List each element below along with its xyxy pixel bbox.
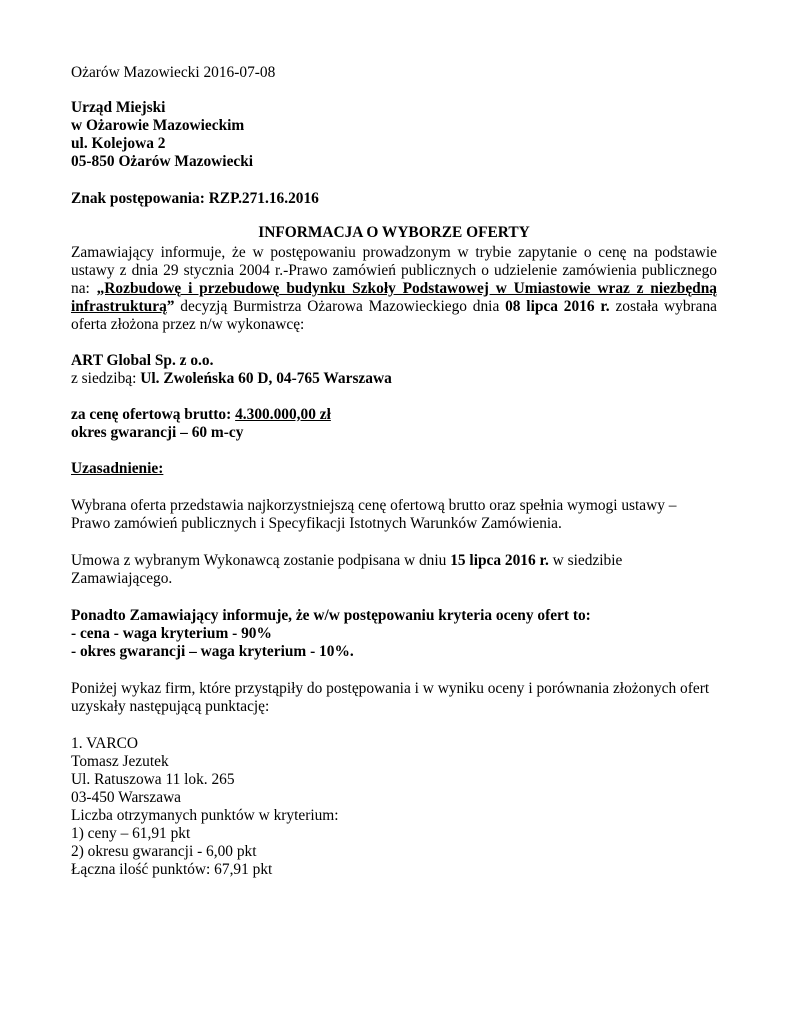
- firm-1-street: Ul. Ratuszowa 11 lok. 265: [71, 771, 235, 788]
- intro-line-4-end: została wybrana: [609, 298, 717, 315]
- firm-1-price-points: 1) ceny – 61,91 pkt: [71, 825, 191, 842]
- criteria-item-price: - cena - waga kryterium - 90%: [71, 625, 272, 642]
- firm-1-name: 1. VARCO: [71, 735, 139, 752]
- firm-1-city: 03-450 Warszawa: [71, 789, 182, 806]
- place-date: Ożarów Mazowiecki 2016-07-08: [71, 64, 276, 81]
- offer-warranty: okres gwarancji – 60 m-cy: [71, 424, 244, 441]
- justification-text: [71, 497, 717, 533]
- firm-1-block: [71, 735, 717, 879]
- intro-paragraph: [71, 244, 717, 334]
- winner-seat-address: Ul. Zwoleńska 60 D, 04-765 Warszawa: [140, 370, 392, 387]
- winner-block: [71, 352, 717, 388]
- document-page: [71, 64, 717, 879]
- firm-1-warranty-points: 2) okresu gwarancji - 6,00 pkt: [71, 843, 257, 860]
- firm-1-points-label: Liczba otrzymanych punktów w kryterium:: [71, 807, 339, 824]
- justification-heading: Uzasadnienie:: [71, 460, 164, 477]
- winner-seat: [71, 370, 717, 388]
- firms-intro-line-1: Poniżej wykaz firm, które przystąpiły do postępowania i w wyniku oceny i porównania złożonych ofert: [71, 680, 710, 697]
- contract-line-2: Zamawiającego.: [71, 570, 173, 587]
- offer-block: [71, 406, 717, 442]
- justification-line-1: Wybrana oferta przedstawia najkorzystniejszą cenę ofertową brutto oraz spełnia wymogi ustawy –: [71, 497, 677, 514]
- winner-seat-label: z siedzibą:: [71, 370, 141, 387]
- offer-price-value: 4.300.000,00 zł: [235, 406, 331, 423]
- addressee-line: 05-850 Ożarów Mazowiecki: [71, 153, 254, 170]
- contract-line-1-prefix: Umowa z wybranym Wykonawcą zostanie podpisana w dniu: [71, 552, 451, 569]
- addressee-line: ul. Kolejowa 2: [71, 135, 166, 152]
- document-heading: INFORMACJA O WYBORZE OFERTY: [258, 224, 530, 241]
- offer-price-label: za cenę ofertową brutto:: [71, 406, 236, 423]
- winner-name: ART Global Sp. z o.o.: [71, 352, 214, 369]
- firm-1-person: Tomasz Jezutek: [71, 753, 169, 770]
- closing-quote: ”: [166, 298, 175, 315]
- intro-line-2: ustawy z dnia 29 stycznia 2004 r.-Prawo zamówień publicznych o udzielenie zamówienia publicznego: [71, 262, 717, 279]
- criteria-item-warranty: - okres gwarancji – waga kryterium - 10%.: [71, 643, 354, 660]
- contract-line-1: [71, 552, 717, 570]
- decision-date: 08 lipca 2016 r.: [505, 298, 610, 315]
- contract-date: 15 lipca 2016 r.: [450, 552, 549, 569]
- contract-line-1-suffix: w siedzibie: [548, 552, 623, 569]
- intro-line-3-prefix: na:: [71, 280, 97, 297]
- addressee-block: [71, 99, 717, 171]
- criteria-intro: Ponadto Zamawiający informuje, że w/w postępowaniu kryteria oceny ofert to:: [71, 607, 591, 624]
- criteria-block: [71, 607, 717, 661]
- intro-line-3: [71, 280, 717, 298]
- intro-line-5: oferta złożona przez n/w wykonawcę:: [71, 316, 305, 333]
- intro-line-1: Zamawiający informuje, że w postępowaniu prowadzonym w trybie zapytanie o cenę na podstawie: [71, 244, 717, 261]
- addressee-line: w Ożarowie Mazowieckim: [71, 117, 245, 134]
- offer-price: [71, 406, 717, 424]
- project-title-part-1: „Rozbudowę i przebudowę budynku Szkoły Podstawowej w Umiastowie wraz z niezbędną: [96, 280, 717, 297]
- firms-intro-line-2: uzyskały następującą punktację:: [71, 698, 270, 715]
- firms-intro: [71, 680, 717, 716]
- case-reference: Znak postępowania: RZP.271.16.2016: [71, 190, 319, 207]
- intro-line-4: [71, 298, 717, 316]
- firm-1-total-points: Łączna ilość punktów: 67,91 pkt: [71, 861, 273, 878]
- intro-line-4-mid: decyzją Burmistrza Ożarowa Mazowieckiego dnia: [174, 298, 506, 315]
- contract-text: [71, 552, 717, 588]
- justification-line-2: Prawo zamówień publicznych i Specyfikacji Istotnych Warunków Zamówienia.: [71, 515, 562, 532]
- project-title-part-2: infrastrukturą: [71, 298, 167, 315]
- addressee-line: Urząd Miejski: [71, 99, 166, 116]
